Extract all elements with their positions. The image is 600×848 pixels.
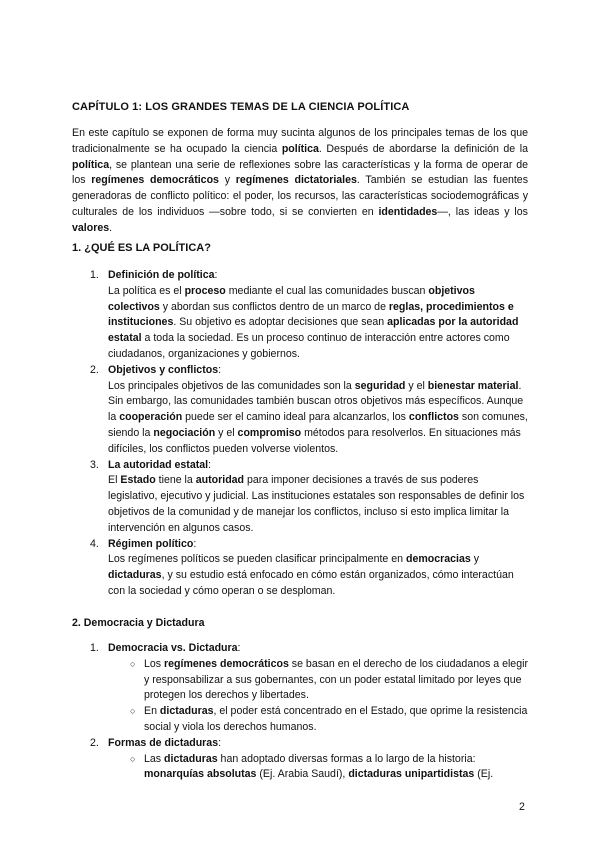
text-run: , se plantean una serie de reflexiones sobre las características y la forma de operar de los xyxy=(72,158,528,187)
text-run: puede ser el camino ideal para alcanzarlos, los xyxy=(182,411,409,424)
text-run: : xyxy=(218,736,222,749)
hollow-bullet-icon: ○ xyxy=(130,753,136,764)
list-number: 3. xyxy=(90,458,99,471)
section-1-heading: 1. ¿QUÉ ES LA POLÍTICA? xyxy=(72,242,211,254)
text-run: Los regímenes políticos se pueden clasificar principalmente en xyxy=(108,553,406,566)
section-2-item-1 xyxy=(72,641,528,657)
bold-text: aplicadas por la autoridad estatal xyxy=(108,316,519,345)
text-run: (Ej. Arabia Saudí), xyxy=(256,768,349,781)
list-number: 1. xyxy=(90,269,99,281)
text-run: Los principales objetivos de las comunidades son la xyxy=(108,379,355,392)
text-run: La política es el xyxy=(108,284,185,297)
list-item-body xyxy=(108,379,528,458)
text-run: . También se estudian las fuentes generadoras de conflicto político: el poder, los recursos, las características sociodemográficas y culturales de los individuos —sobre todo, si se convierten en xyxy=(72,174,528,218)
bold-text: bienestar material xyxy=(427,379,519,392)
section-1-item-1 xyxy=(72,268,528,363)
section-1-item-3 xyxy=(72,458,528,537)
bold-text: regímenes dictatoriales xyxy=(235,174,357,187)
sub-bullet-text xyxy=(144,704,528,736)
sub-bullet-item xyxy=(72,657,528,704)
text-run: : xyxy=(237,642,241,654)
bold-text: política xyxy=(281,142,319,155)
text-run: : xyxy=(193,537,197,550)
list-number: 2. xyxy=(90,363,99,376)
bold-text: compromiso xyxy=(237,426,302,439)
bold-text: monarquías absolutas xyxy=(144,768,257,781)
text-run: —, las ideas y los xyxy=(437,205,528,218)
text-run: El xyxy=(108,474,121,487)
bold-text: cooperación xyxy=(119,411,183,424)
page-number: 2 xyxy=(519,801,525,813)
bold-text: dictaduras xyxy=(108,569,162,582)
list-item-title: Formas de dictaduras xyxy=(108,736,219,749)
text-run: y xyxy=(218,174,236,187)
bold-text: regímenes democráticos xyxy=(91,174,219,187)
text-run: Las xyxy=(144,752,165,765)
list-item-heading xyxy=(108,363,528,379)
bold-text: conflictos xyxy=(408,411,459,424)
text-run: para imponer decisiones a través de sus poderes legislativo, ejecutivo y judicial. Las instituciones estatales son responsables de definir los objetivos de la comunidad y de manejar los conflictos, incluso si esto implica limitar la intervención en algunos casos. xyxy=(108,474,525,534)
bold-text: regímenes democráticos xyxy=(164,657,289,670)
list-number: 2. xyxy=(90,736,99,749)
sub-bullet-text xyxy=(144,657,528,704)
text-run: . Sin embargo, las comunidades también buscan otros objetivos más específicos. Aunque la xyxy=(108,379,524,424)
text-run: métodos para resolverlos. En situaciones más difíciles, los conflictos pueden volverse violentos. xyxy=(108,426,521,455)
list-item-title: La autoridad estatal xyxy=(108,458,209,471)
section-1-item-4 xyxy=(72,537,528,600)
text-run: han adoptado diversas formas a lo largo de la historia: xyxy=(217,752,476,765)
list-item-title: Definición de política xyxy=(108,269,215,281)
list-number: 1. xyxy=(90,642,99,654)
bold-text: objetivos colectivos xyxy=(108,284,475,313)
text-run: Los xyxy=(144,657,165,670)
bold-text: identidades xyxy=(378,205,438,218)
sub-bullet-item xyxy=(72,704,528,736)
list-item-title: Objetivos y conflictos xyxy=(108,363,219,376)
chapter-title: CAPÍTULO 1: LOS GRANDES TEMAS DE LA CIENCIA POLÍTICA xyxy=(72,101,410,113)
section-2-item-2 xyxy=(72,736,528,752)
list-item-title: Régimen político xyxy=(108,537,194,550)
bold-text: democracias xyxy=(405,553,471,566)
intro-paragraph xyxy=(72,126,528,237)
text-run: tiene la xyxy=(155,474,196,487)
bold-text: política xyxy=(72,158,110,171)
text-run: . Después de abordarse la definición de la xyxy=(318,142,528,155)
section-2-list xyxy=(72,641,528,783)
bold-text: Estado xyxy=(120,474,156,487)
text-run: y abordan sus conflictos dentro de un marco de xyxy=(159,300,389,313)
list-item-heading xyxy=(108,641,528,657)
list-item-heading xyxy=(108,736,528,752)
text-run: . Su objetivo es adoptar decisiones que sean xyxy=(173,316,388,329)
list-item-heading xyxy=(108,268,528,284)
list-number: 4. xyxy=(90,537,99,550)
text-run: : xyxy=(214,269,218,281)
section-2-heading: 2. Democracia y Dictadura xyxy=(72,617,205,629)
list-item-heading xyxy=(108,458,528,474)
list-item-body xyxy=(108,473,528,536)
text-run: y el xyxy=(215,426,238,439)
text-run: (Ej. xyxy=(474,768,494,781)
text-run: y xyxy=(470,553,479,566)
text-run: : xyxy=(208,458,212,471)
hollow-bullet-icon: ○ xyxy=(130,658,136,669)
text-run: son comunes, siendo la xyxy=(108,411,528,439)
bold-text: dictaduras xyxy=(164,752,218,765)
section-1-item-2 xyxy=(72,363,528,458)
hollow-bullet-icon: ○ xyxy=(130,706,136,717)
bold-text: dictaduras xyxy=(159,705,214,718)
bold-text: seguridad xyxy=(354,379,406,392)
bold-text: autoridad xyxy=(195,474,245,487)
list-item-body xyxy=(108,284,528,363)
bold-text: reglas, procedimientos e instituciones xyxy=(108,300,514,329)
text-run: : xyxy=(218,363,222,376)
text-run: En este capítulo se exponen de forma muy sucinta algunos de los principales temas de los que tradicionalmente se ha ocupado la ciencia xyxy=(72,127,528,155)
text-run: En xyxy=(144,705,160,718)
text-run: y el xyxy=(405,379,428,392)
list-item-title: Democracia vs. Dictadura xyxy=(108,642,238,654)
text-run: a toda la sociedad. Es un proceso continuo de interacción entre actores como ciudadanos, organizaciones y gobiernos. xyxy=(108,332,510,360)
bold-text: valores xyxy=(72,221,110,234)
list-item-heading xyxy=(108,537,528,553)
text-run: mediante el cual las comunidades buscan xyxy=(225,284,429,297)
bold-text: negociación xyxy=(153,426,216,439)
section-1-list xyxy=(72,268,528,600)
bold-text: dictaduras unipartidistas xyxy=(348,768,475,781)
sub-bullet-text xyxy=(144,752,528,784)
text-run: . xyxy=(109,221,113,234)
list-item-body xyxy=(108,552,528,599)
text-run: , el poder está concentrado en el Estado, que oprime la resistencia social y viola los derechos humanos. xyxy=(144,705,528,733)
bold-text: proceso xyxy=(184,284,226,297)
text-run: se basan en el derecho de los ciudadanos a elegir y responsabilizar a sus gobernantes, con un poder estatal limitado por leyes que protegen los derechos y libertades. xyxy=(144,657,528,702)
text-run: , y su estudio está enfocado en cómo están organizados, cómo interactúan con la sociedad y cómo operan o se desploman. xyxy=(108,569,514,597)
sub-bullet-item xyxy=(72,752,528,784)
